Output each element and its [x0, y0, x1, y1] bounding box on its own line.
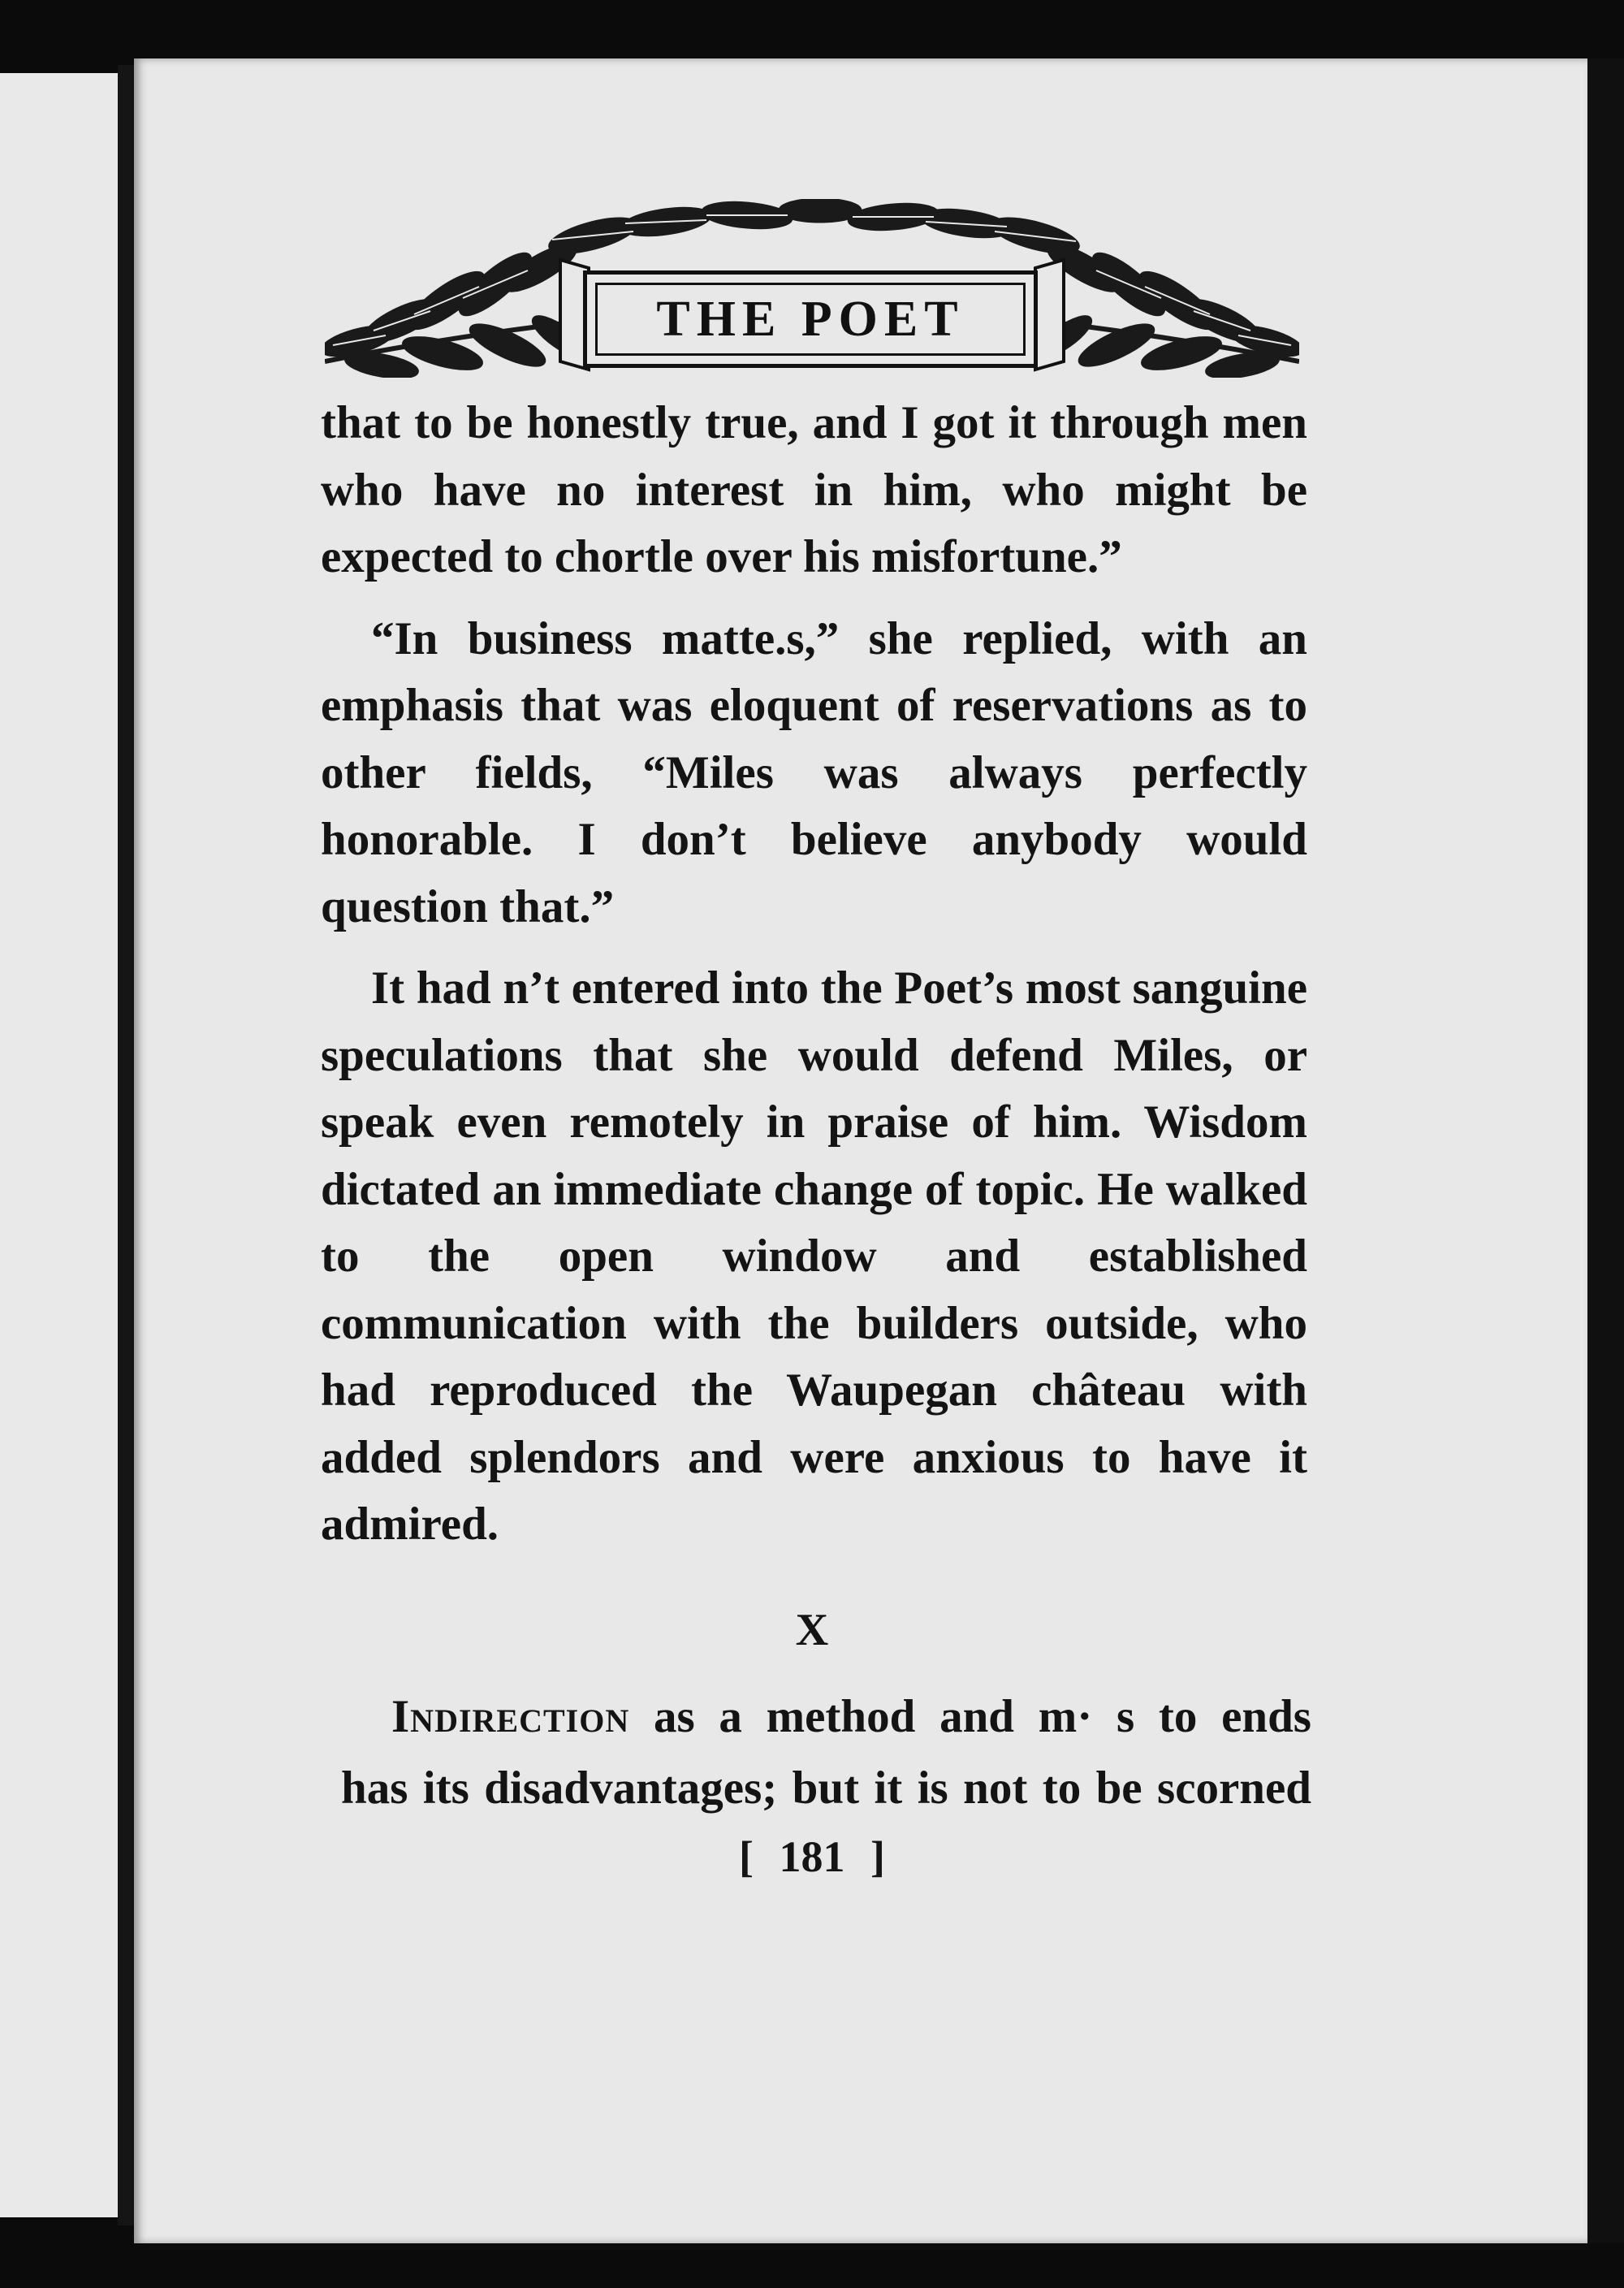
title-frame: [583, 270, 1038, 368]
body-text: [321, 390, 1307, 1559]
section-opening: [341, 1681, 1311, 1824]
paragraph: that to be honestly true, and I got it through men who have no interest in him, who might be expected to chortle over his misfortune.”: [321, 397, 1307, 582]
section-line: has its disadvantages; but it is not to be scorned: [341, 1762, 1311, 1814]
page-number: [ 181 ]: [739, 1832, 885, 1881]
section-numeral: X: [795, 1605, 829, 1655]
scan-border: [1587, 58, 1624, 2243]
paragraph: “In business matte.s,” she replied, with an emphasis that was eloquent of reservations as to other fields, “Miles was always perfectly honorable. I don’t believe anybody would question that.”: [321, 612, 1307, 932]
facing-page-edge: [0, 73, 118, 2217]
paragraph: It had n’t entered into the Poet’s most sanguine speculations that she would defend Miles, or speak even remotely in praise of him. Wisdom dictated an immediate change of topic. He walked to the open window and established communication with the builders outside, who had reproduced the Waupegan château with added splendors and were anxious to have it admired.: [321, 962, 1307, 1550]
line-rest: as a method and m· s to ends: [629, 1691, 1311, 1742]
running-title: THE POET: [656, 291, 965, 347]
book-gutter: [118, 65, 134, 2225]
lead-word: Indirection: [391, 1691, 630, 1742]
section-line: [341, 1681, 1311, 1753]
page-header: [325, 199, 1299, 378]
